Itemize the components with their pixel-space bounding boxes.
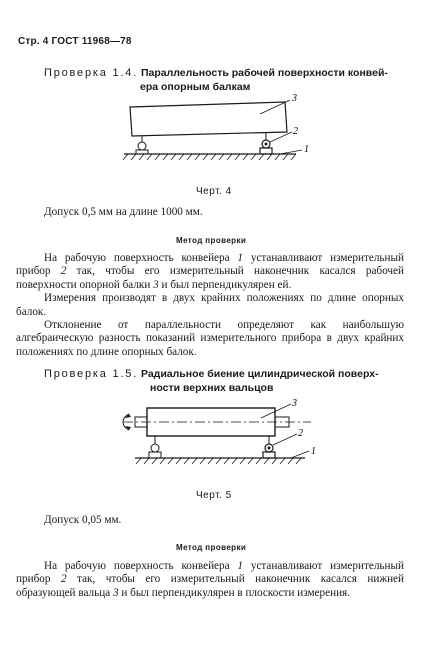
page-header: Стр. 4 ГОСТ 11968—78 bbox=[18, 36, 132, 47]
figure-4-label-2: 2 bbox=[293, 126, 298, 137]
figure-4-caption: Черт. 4 bbox=[196, 186, 232, 197]
check-1-4-title-line1: Параллельность рабочей поверхности конвей- bbox=[140, 67, 388, 79]
method-1-paragraph-3: Отклонение от параллельности определяют как наибольшую алгебраическую разность показаний измерительного прибора в двух крайних положениях по длине опорных балок. bbox=[16, 319, 404, 358]
method-1-paragraph-1: На рабочую поверхность конвейера 1 устанавливают измерительный прибор 2 так, чтобы его измерительный наконечник касался рабочей поверхности опорной балки 3 и был перпендикулярен ей. bbox=[16, 252, 404, 291]
figure-4-label-1: 1 bbox=[304, 144, 309, 155]
method-2-heading: Метод проверки bbox=[176, 543, 247, 552]
method-1-heading: Метод проверки bbox=[176, 236, 247, 245]
check-1-4-title-line2: ера опорным балкам bbox=[140, 81, 251, 93]
figure-5-label-3: 3 bbox=[292, 398, 297, 409]
figure-4-diagram bbox=[120, 92, 320, 172]
check-1-5-title-line2: ности верхних вальцов bbox=[150, 382, 274, 394]
tolerance-1: Допуск 0,5 мм на длине 1000 мм. bbox=[44, 206, 203, 218]
indicator-left bbox=[136, 136, 148, 154]
support-beam bbox=[130, 102, 287, 136]
method-2-text bbox=[16, 560, 404, 600]
figure-5-label-1: 1 bbox=[311, 446, 316, 457]
method-1-paragraph-2: Измерения производят в двух крайних положениях по длине опорных балок. bbox=[16, 292, 404, 318]
method-1-text bbox=[16, 252, 404, 359]
indicator-right bbox=[260, 132, 272, 154]
check-1-5-title bbox=[44, 367, 404, 381]
figure-5-diagram bbox=[115, 396, 325, 476]
check-1-5-label: Проверка 1.5. bbox=[44, 368, 139, 380]
indicator-right bbox=[263, 436, 275, 458]
indicator-left bbox=[149, 436, 161, 458]
figure-4-label-3: 3 bbox=[292, 93, 297, 104]
figure-5-label-2: 2 bbox=[298, 428, 303, 439]
figure-5-caption: Черт. 5 bbox=[196, 490, 232, 501]
method-2-paragraph-1: На рабочую поверхность конвейера 1 устанавливают измерительный прибор 2 так, чтобы его измерительный наконечник касался нижней образующей вальца 3 и был перпендикулярен в плоскости измерения. bbox=[16, 560, 405, 599]
check-1-4-label: Проверка 1.4. bbox=[44, 67, 139, 79]
tolerance-2: Допуск 0,05 мм. bbox=[44, 514, 122, 526]
check-1-4-title bbox=[44, 66, 394, 80]
check-1-5-title-line1: Радиальное биение цилиндрической поверх- bbox=[140, 368, 379, 380]
